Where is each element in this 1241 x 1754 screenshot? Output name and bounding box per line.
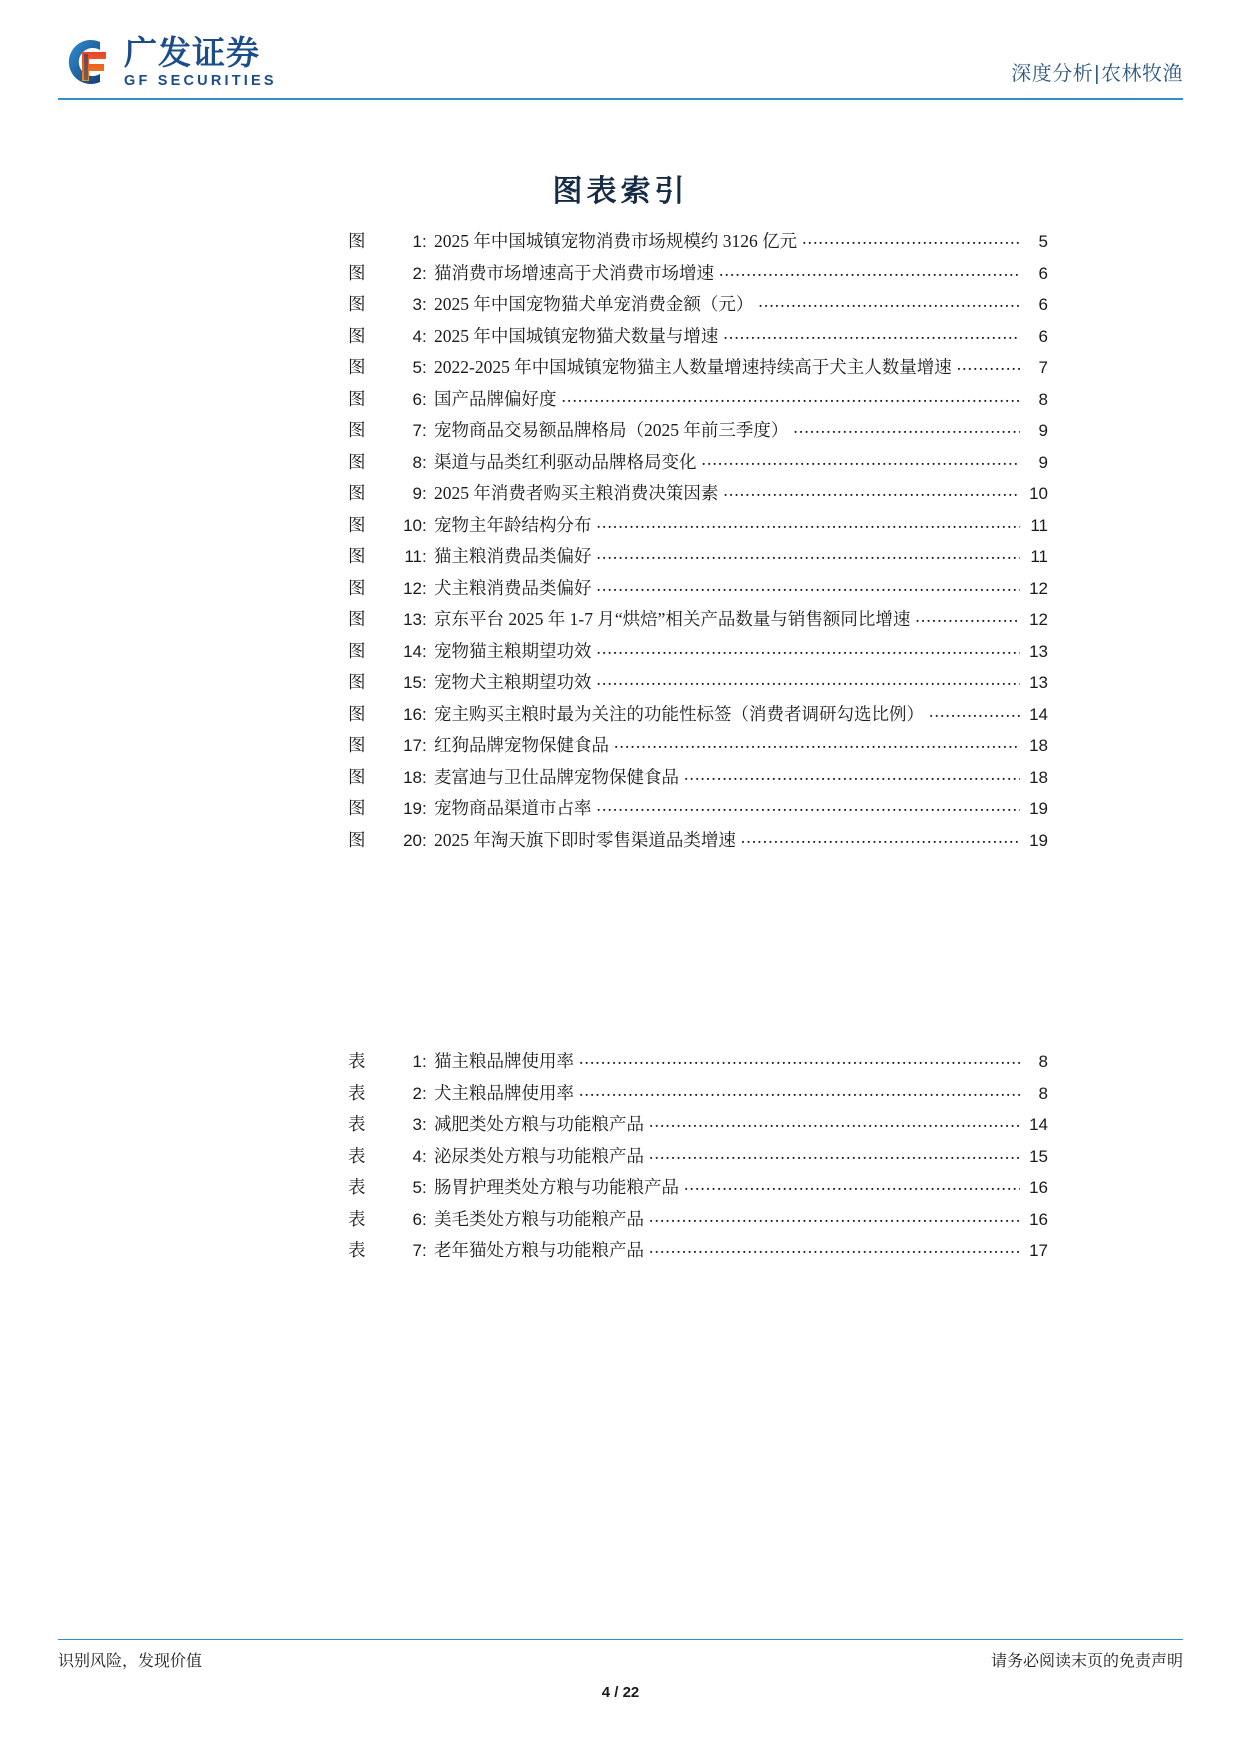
table-index-item[interactable] (348, 1206, 1048, 1238)
figure-page-number: 8 (1038, 389, 1048, 409)
figure-kind-label: 图 (348, 514, 366, 535)
figure-title: 京东平台 2025 年 1-7 月“烘焙”相关产品数量与销售额同比增速 (434, 609, 911, 629)
figure-title: 猫主粮消费品类偏好 (434, 546, 592, 566)
figure-page-number: 6 (1038, 263, 1048, 283)
table-title: 肠胃护理类处方粮与功能粮产品 (434, 1177, 679, 1197)
figure-colon: : (422, 421, 427, 440)
table-number: 2 (412, 1083, 422, 1103)
table-index-item[interactable] (348, 1080, 1048, 1112)
figure-page-number: 9 (1038, 421, 1048, 440)
table-colon: : (422, 1083, 427, 1103)
brand-logo (62, 36, 277, 89)
figure-page-number: 19 (1029, 830, 1048, 850)
dot-leader (562, 388, 1021, 405)
figure-kind-label: 图 (348, 766, 366, 787)
figure-kind-label: 图 (348, 829, 366, 850)
header-divider-rule (58, 98, 1183, 100)
figure-page-number: 11 (1030, 547, 1048, 566)
figure-index-item[interactable] (348, 732, 1048, 764)
dot-leader (915, 608, 1020, 625)
figure-page-number: 11 (1030, 515, 1048, 535)
figure-number: 20 (403, 830, 422, 850)
figure-index-item[interactable] (348, 701, 1048, 733)
figure-colon: : (422, 452, 427, 472)
dot-leader (597, 577, 1021, 594)
table-index-item[interactable] (348, 1048, 1048, 1080)
figure-number: 5 (412, 358, 422, 377)
figure-kind-label: 图 (348, 735, 366, 755)
figure-index-item[interactable] (348, 449, 1048, 481)
figure-title: 猫消费市场增速高于犬消费市场增速 (434, 262, 714, 283)
figure-title: 渠道与品类红利驱动品牌格局变化 (434, 451, 697, 472)
figure-title: 宠物主年龄结构分布 (434, 514, 592, 535)
header-divider: | (1094, 63, 1100, 85)
figure-page-number: 12 (1029, 578, 1048, 598)
figure-kind-label: 图 (348, 577, 366, 598)
figure-index-item[interactable] (348, 386, 1048, 418)
figure-colon: : (422, 736, 427, 755)
table-index-item[interactable] (348, 1143, 1048, 1175)
table-page-number: 15 (1029, 1146, 1048, 1166)
figure-index-item[interactable] (348, 669, 1048, 701)
figure-title: 红狗品牌宠物保健食品 (434, 735, 609, 755)
dot-leader (684, 1176, 1020, 1193)
footer-disclaimer: 请务必阅读末页的免责声明 (990, 1653, 1183, 1670)
figure-number: 12 (403, 578, 422, 598)
table-index-item[interactable] (348, 1111, 1048, 1143)
figure-number: 16 (403, 704, 422, 724)
figure-colon: : (422, 358, 427, 377)
figure-number: 19 (403, 799, 422, 818)
figure-number: 14 (403, 641, 422, 661)
figure-colon: : (422, 295, 427, 314)
figure-index-item[interactable] (348, 323, 1048, 355)
table-page-number: 14 (1029, 1115, 1048, 1134)
table-kind-label: 表 (348, 1208, 366, 1229)
figure-title: 犬主粮消费品类偏好 (434, 577, 592, 598)
figure-page-number: 13 (1029, 673, 1048, 692)
table-kind-label: 表 (348, 1177, 366, 1197)
figure-page-number: 18 (1029, 736, 1048, 755)
page-title: 图表索引 (552, 175, 689, 208)
table-index-list (348, 1048, 1048, 1269)
figure-index-list (348, 228, 1048, 858)
figure-number: 9 (412, 484, 422, 503)
table-number: 6 (412, 1209, 422, 1229)
figure-index-item[interactable] (348, 543, 1048, 575)
figure-index-item[interactable] (348, 575, 1048, 607)
table-title: 美毛类处方粮与功能粮产品 (434, 1208, 644, 1229)
table-page-number: 8 (1038, 1083, 1048, 1103)
figure-number: 7 (412, 421, 422, 440)
figure-colon: : (422, 799, 427, 818)
figure-page-number: 9 (1038, 452, 1048, 472)
figure-colon: : (422, 578, 427, 598)
figure-number: 6 (412, 389, 422, 409)
figure-colon: : (422, 830, 427, 850)
table-page-number: 17 (1029, 1241, 1048, 1260)
dot-leader (579, 1050, 1020, 1067)
figure-page-number: 12 (1029, 610, 1048, 629)
table-page-number: 16 (1029, 1178, 1048, 1197)
table-number: 7 (412, 1241, 422, 1260)
figure-kind-label: 图 (348, 546, 366, 566)
dot-leader (957, 356, 1020, 373)
header-category (1011, 57, 1183, 86)
dot-leader (649, 1239, 1020, 1256)
dot-leader (802, 230, 1020, 247)
figure-page-number: 6 (1038, 326, 1048, 346)
dot-leader (649, 1208, 1020, 1225)
table-page-number: 16 (1029, 1209, 1048, 1229)
table-title: 猫主粮品牌使用率 (434, 1051, 574, 1071)
dot-leader (579, 1082, 1020, 1099)
figure-page-number: 13 (1029, 641, 1048, 661)
figure-kind-label: 图 (348, 451, 366, 472)
figure-number: 15 (403, 673, 422, 692)
figure-page-number: 18 (1029, 767, 1048, 787)
figure-page-number: 5 (1038, 232, 1048, 251)
figure-kind-label: 图 (348, 294, 366, 314)
figure-index-item[interactable] (348, 795, 1048, 827)
header-category-right: 农林牧渔 (1101, 63, 1183, 85)
figure-title: 2025 年中国宠物猫犬单宠消费金额（元） (434, 294, 754, 314)
table-title: 泌尿类处方粮与功能粮产品 (434, 1145, 644, 1166)
figure-index-item[interactable] (348, 827, 1048, 859)
figure-page-number: 19 (1029, 799, 1048, 818)
figure-colon: : (422, 515, 427, 535)
figure-kind-label: 图 (348, 798, 366, 818)
table-number: 3 (412, 1115, 422, 1134)
figure-number: 13 (403, 610, 422, 629)
table-kind-label: 表 (348, 1145, 366, 1166)
table-number: 5 (412, 1178, 422, 1197)
table-colon: : (422, 1178, 427, 1197)
figure-title: 麦富迪与卫仕品牌宠物保健食品 (434, 766, 679, 787)
table-index-item[interactable] (348, 1174, 1048, 1206)
figure-title: 2025 年消费者购买主粮消费决策因素 (434, 483, 719, 503)
figure-kind-label: 图 (348, 325, 366, 346)
dot-leader (741, 829, 1020, 846)
table-title: 老年猫处方粮与功能粮产品 (434, 1240, 644, 1260)
figure-index-item[interactable] (348, 260, 1048, 292)
footer-slogan: 识别风险，发现价值 (58, 1653, 203, 1670)
figure-title: 宠物猫主粮期望功效 (434, 640, 592, 661)
dot-leader (723, 482, 1020, 499)
figure-kind-label: 图 (348, 672, 366, 692)
figure-colon: : (422, 673, 427, 692)
figure-index-item[interactable] (348, 638, 1048, 670)
figure-number: 11 (404, 547, 422, 566)
figure-number: 1 (412, 232, 422, 251)
figure-page-number: 10 (1029, 484, 1048, 503)
dot-leader (597, 671, 1021, 688)
figure-colon: : (422, 232, 427, 251)
dot-leader (614, 734, 1020, 751)
table-kind-label: 表 (348, 1240, 366, 1260)
figure-title: 国产品牌偏好度 (434, 388, 557, 409)
dot-leader (723, 325, 1020, 342)
dot-leader (597, 640, 1021, 657)
gf-logo-icon (62, 36, 114, 88)
figure-title: 2022-2025 年中国城镇宠物猫主人数量增速持续高于犬主人数量增速 (434, 357, 952, 377)
brand-name-en: GF SECURITIES (124, 73, 277, 89)
dot-leader (649, 1113, 1020, 1130)
table-kind-label: 表 (348, 1051, 366, 1071)
figure-number: 10 (403, 515, 422, 535)
figure-page-number: 6 (1038, 295, 1048, 314)
dot-leader (793, 419, 1020, 436)
figure-kind-label: 图 (348, 609, 366, 629)
brand-name-cn: 广发证券 (124, 34, 260, 71)
table-colon: : (422, 1241, 427, 1260)
table-number: 1 (412, 1052, 422, 1071)
dot-leader (597, 797, 1021, 814)
table-kind-label: 表 (348, 1082, 366, 1103)
figure-title: 宠物商品渠道市占率 (434, 798, 592, 818)
figure-page-number: 7 (1038, 358, 1048, 377)
table-index-item[interactable] (348, 1237, 1048, 1269)
table-number: 4 (412, 1146, 422, 1166)
footer-divider-rule (58, 1639, 1183, 1640)
figure-index-item[interactable] (348, 228, 1048, 260)
page-header (0, 0, 1241, 110)
figure-colon: : (422, 547, 427, 566)
figure-number: 18 (403, 767, 422, 787)
figure-colon: : (422, 326, 427, 346)
table-colon: : (422, 1209, 427, 1229)
table-page-number: 8 (1038, 1052, 1048, 1071)
figure-number: 4 (412, 326, 422, 346)
table-title: 犬主粮品牌使用率 (434, 1082, 574, 1103)
figure-index-item[interactable] (348, 606, 1048, 638)
figure-page-number: 14 (1029, 704, 1048, 724)
page-number-indicator: 4 / 22 (601, 1684, 640, 1701)
table-kind-label: 表 (348, 1114, 366, 1134)
figure-title: 2025 年中国城镇宠物消费市场规模约 3126 亿元 (434, 231, 798, 251)
figure-number: 3 (412, 295, 422, 314)
figure-colon: : (422, 484, 427, 503)
figure-kind-label: 图 (348, 420, 366, 440)
table-title: 减肥类处方粮与功能粮产品 (434, 1114, 644, 1134)
figure-title: 宠主购买主粮时最为关注的功能性标签（消费者调研勾选比例） (434, 703, 924, 724)
figure-colon: : (422, 767, 427, 787)
figure-title: 2025 年淘天旗下即时零售渠道品类增速 (434, 829, 736, 850)
figure-kind-label: 图 (348, 388, 366, 409)
figure-title: 宠物犬主粮期望功效 (434, 672, 592, 692)
figure-colon: : (422, 704, 427, 724)
figure-index-item[interactable] (348, 354, 1048, 386)
dot-leader (597, 545, 1021, 562)
table-colon: : (422, 1052, 427, 1071)
figure-kind-label: 图 (348, 640, 366, 661)
figure-colon: : (422, 641, 427, 661)
figure-kind-label: 图 (348, 357, 366, 377)
figure-index-item[interactable] (348, 512, 1048, 544)
figure-title: 宠物商品交易额品牌格局（2025 年前三季度） (434, 420, 789, 440)
figure-title: 2025 年中国城镇宠物猫犬数量与增速 (434, 325, 719, 346)
figure-index-item[interactable] (348, 291, 1048, 323)
figure-number: 8 (412, 452, 422, 472)
dot-leader (719, 262, 1020, 279)
figure-number: 2 (412, 263, 422, 283)
figure-kind-label: 图 (348, 231, 366, 251)
table-colon: : (422, 1146, 427, 1166)
figure-number: 17 (403, 736, 422, 755)
dot-leader (684, 766, 1020, 783)
page-footer (58, 1648, 1183, 1701)
figure-index-item[interactable] (348, 417, 1048, 449)
dot-leader (702, 451, 1021, 468)
figure-kind-label: 图 (348, 483, 366, 503)
dot-leader (758, 293, 1020, 310)
figure-index-item[interactable] (348, 480, 1048, 512)
figure-colon: : (422, 389, 427, 409)
figure-index-item[interactable] (348, 764, 1048, 796)
dot-leader (929, 703, 1020, 720)
figure-colon: : (422, 263, 427, 283)
figure-colon: : (422, 610, 427, 629)
table-colon: : (422, 1115, 427, 1134)
figure-kind-label: 图 (348, 262, 366, 283)
dot-leader (597, 514, 1021, 531)
dot-leader (649, 1145, 1020, 1162)
figure-kind-label: 图 (348, 703, 366, 724)
header-category-left: 深度分析 (1011, 63, 1094, 85)
